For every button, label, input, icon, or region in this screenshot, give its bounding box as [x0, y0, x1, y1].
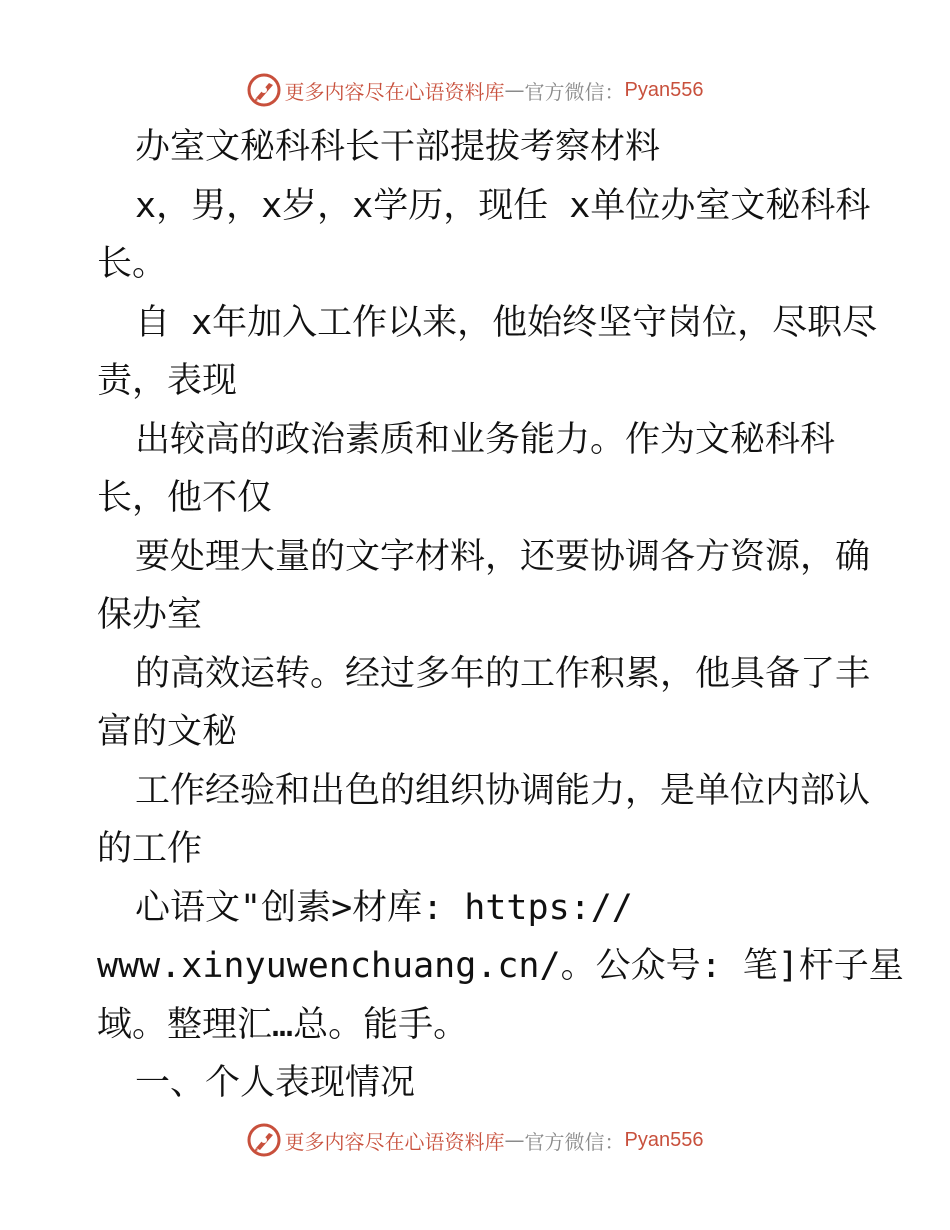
watermark-separator: —	[504, 1128, 525, 1152]
paragraph-line: 富的文秘	[97, 712, 238, 752]
watermark-account: Pyan556	[624, 1128, 704, 1151]
paragraph-line: 责，表现	[97, 361, 238, 401]
paragraph-line: 的高效运转。经过多年的工作积累，他具备了丰	[135, 654, 871, 694]
quill-pen-logo-icon	[247, 1123, 281, 1157]
quill-pen-logo-icon	[247, 73, 281, 107]
paragraph-line: 的工作	[97, 829, 203, 869]
paragraph-line: 域。整理汇…总。能手。	[97, 1005, 469, 1045]
section-heading: 一、个人表现情况	[135, 1063, 416, 1103]
paragraph-line: 保办室	[97, 595, 203, 635]
watermark-account: Pyan556	[624, 78, 704, 101]
paragraph-line: 要处理大量的文字材料，还要协调各方资源，确	[135, 537, 871, 577]
watermark-main-text: 更多内容尽在心语资料库	[284, 1129, 505, 1154]
paragraph-line: 长，他不仅	[97, 478, 273, 518]
watermark-sub-text: 官方微信：	[524, 1129, 625, 1154]
document-title: 办室文秘科科长干部提拔考察材料	[135, 127, 661, 167]
paragraph-line: 自 x年加入工作以来，他始终坚守岗位，尽职尽	[135, 303, 878, 343]
watermark-banner-top	[0, 70, 950, 110]
watermark-banner-bottom	[0, 1120, 950, 1160]
paragraph-line: 出较高的政治素质和业务能力。作为文秘科科	[135, 420, 836, 460]
watermark-sub-text: 官方微信：	[524, 79, 625, 104]
paragraph-line: www.xinyuwenchuang.cn/。公众号: 笔]杆子星	[97, 946, 904, 986]
paragraph-line: x，男，x岁，x学历，现任 x单位办室文秘科科	[135, 186, 871, 226]
paragraph-line: 工作经验和出色的组织协调能力，是单位内部认	[135, 771, 871, 811]
watermark-separator: —	[504, 78, 525, 102]
paragraph-line: 心语文"创素>材库: https://	[135, 888, 633, 928]
watermark-main-text: 更多内容尽在心语资料库	[284, 79, 505, 104]
paragraph-line: 长。	[97, 244, 168, 284]
